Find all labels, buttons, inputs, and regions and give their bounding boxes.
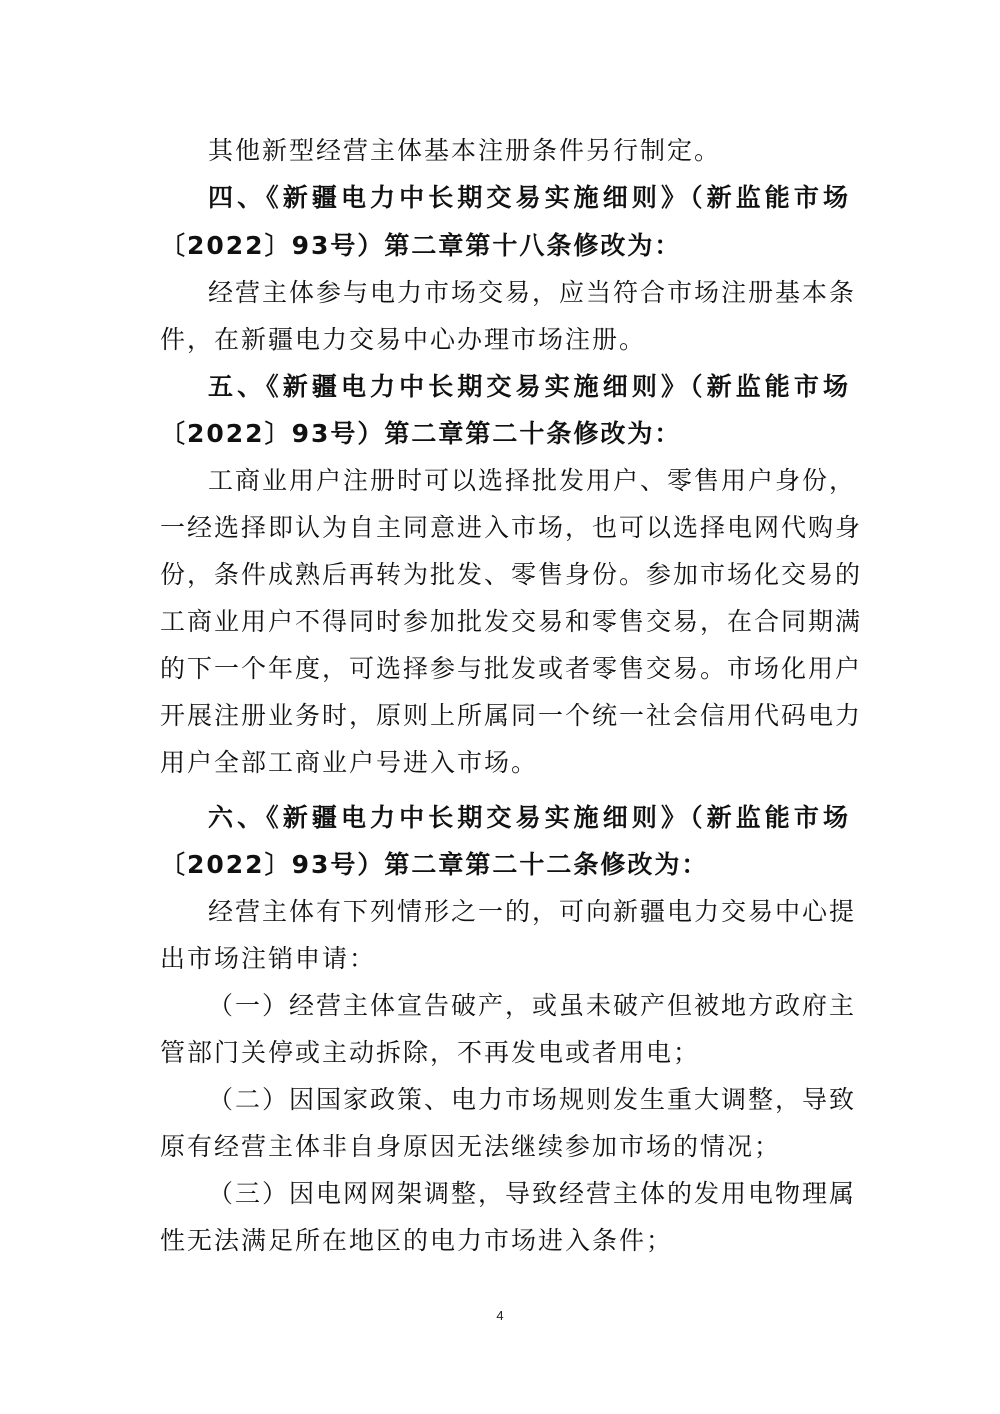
section-heading-5-line-1: 五、《新疆电力中长期交易实施细则》（新监能市场	[208, 372, 850, 401]
section-heading-4-line-2: 〔2022〕93号）第二章第十八条修改为：	[160, 231, 682, 260]
section-heading-6-line-2: 〔2022〕93号）第二章第二十二条修改为：	[160, 850, 709, 879]
paragraph-line: 份，条件成熟后再转为批发、零售身份。参加市场化交易的	[160, 560, 863, 589]
paragraph-line: 工商业用户不得同时参加批发交易和零售交易，在合同期满	[160, 607, 863, 636]
list-item-1-line-1: （一）经营主体宣告破产，或虽未破产但被地方政府主	[208, 991, 857, 1020]
list-item-3-line-1: （三）因电网网架调整，导致经营主体的发用电物理属	[208, 1179, 857, 1208]
paragraph-line: 工商业用户注册时可以选择批发用户、零售用户身份，	[208, 466, 857, 495]
section-heading-6-line-1: 六、《新疆电力中长期交易实施细则》（新监能市场	[208, 803, 850, 832]
paragraph-line: 出市场注销申请：	[160, 944, 377, 973]
section-heading-5-line-2: 〔2022〕93号）第二章第二十条修改为：	[160, 419, 682, 448]
list-item-1-line-2: 管部门关停或主动拆除，不再发电或者用电；	[160, 1038, 701, 1067]
paragraph-line: 其他新型经营主体基本注册条件另行制定。	[208, 136, 722, 165]
page-number: 4	[496, 1308, 504, 1323]
section-heading-4-line-1: 四、《新疆电力中长期交易实施细则》（新监能市场	[208, 183, 850, 212]
paragraph-line: 一经选择即认为自主同意进入市场，也可以选择电网代购身	[160, 513, 863, 542]
list-item-3-line-2: 性无法满足所在地区的电力市场进入条件；	[160, 1226, 674, 1255]
list-item-2-line-1: （二）因国家政策、电力市场规则发生重大调整，导致	[208, 1085, 857, 1114]
paragraph-line: 的下一个年度，可选择参与批发或者零售交易。市场化用户	[160, 654, 863, 683]
list-item-2-line-2: 原有经营主体非自身原因无法继续参加市场的情况；	[160, 1132, 782, 1161]
paragraph-line: 用户全部工商业户号进入市场。	[160, 748, 539, 777]
paragraph-line: 经营主体参与电力市场交易，应当符合市场注册基本条	[208, 278, 857, 307]
paragraph-line: 经营主体有下列情形之一的，可向新疆电力交易中心提	[208, 897, 857, 926]
paragraph-line: 件，在新疆电力交易中心办理市场注册。	[160, 325, 647, 354]
paragraph-line: 开展注册业务时，原则上所属同一个统一社会信用代码电力	[160, 701, 863, 730]
